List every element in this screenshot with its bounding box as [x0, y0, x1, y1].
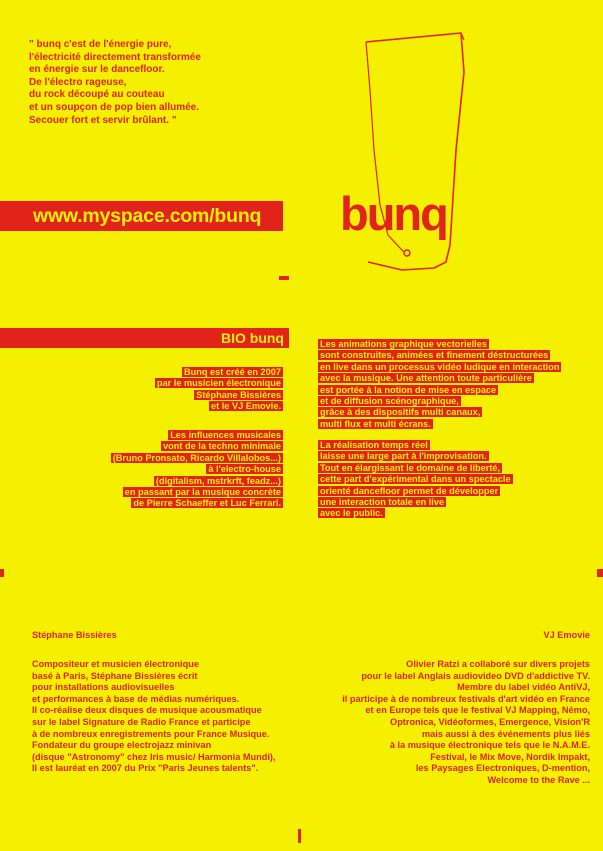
stephane-line: sur le label Signature de Radio France et participe	[32, 716, 251, 727]
vj-line: Welcome to the Rave ...	[487, 774, 590, 785]
stephane-bio	[32, 659, 276, 775]
bunq-logo: bunq	[340, 187, 447, 240]
tick-mark	[298, 829, 301, 843]
bio-title: BIO bunq	[221, 330, 284, 346]
vj-line: il participe à de nombreux festivals d'art vidéo en France	[342, 693, 590, 704]
anim-line: et de diffusion scénographique,	[320, 396, 459, 407]
vj-line: Membre du label vidéo AntiVJ,	[457, 682, 590, 693]
myspace-url-link[interactable]: www.myspace.com/bunq	[33, 205, 262, 227]
stephane-line: Compositeur et musicien électronique	[32, 659, 199, 669]
anim-line: avec la musique. Une attention toute particulière	[320, 373, 532, 384]
anim-line: laisse une large part à l'improvisation.	[320, 451, 487, 462]
anim-line: une interaction totale en live	[320, 497, 445, 508]
anim-line: multi flux et multi écrans.	[320, 418, 431, 429]
vj-line: Festival, le Mix Move, Nordik Impakt,	[430, 751, 590, 762]
bio-line: Stéphane Bissières	[196, 389, 281, 400]
vj-line: et en Europe tels que le festival VJ Mapping, Némo,	[365, 705, 590, 716]
bio-line: vont de la techno minimale	[163, 441, 281, 452]
anim-line: Tout en élargissant le domaine de liberté,	[320, 462, 501, 473]
anim-line: cette part d'expérimental dans un spectacle	[320, 474, 511, 485]
anim-line: avec le public.	[320, 508, 383, 519]
bio-line: de Pierre Schaeffer et Luc Ferrari.	[133, 498, 281, 509]
bio-line: à l'electro-house	[208, 464, 281, 475]
quote-line: et un soupçon de pop bien allumée.	[29, 101, 200, 113]
bio-line: en passant par la musique concrète	[124, 487, 281, 498]
anim-line: Les animations graphique vectorielles	[320, 339, 487, 349]
realtime-block	[318, 440, 513, 520]
intro-quote	[29, 39, 279, 127]
bio-line: par le musicien électronique	[156, 378, 281, 389]
quote-line: De l'électro rageuse,	[29, 76, 127, 88]
stephane-line: Fondateur du groupe electrojazz minivan	[32, 740, 212, 751]
bio-line: et le VJ Emovie.	[211, 401, 281, 412]
stephane-line: (disque "Astronomy" chez Iris music/ Harmonia Mundi),	[32, 751, 276, 762]
stephane-line: Il est lauréat en 2007 du Prix "Paris Jeunes talents".	[32, 763, 259, 774]
quote-line: Secouer fort et servir brûlant. "	[29, 114, 177, 126]
tick-mark	[0, 569, 4, 577]
bio-line: (Bruno Pronsato, Ricardo Villalobos...)	[112, 452, 281, 463]
vj-line: à la musique électronique tels que le N.A.M.E.	[389, 740, 590, 751]
quote-line: du rock découpé au couteau	[29, 89, 165, 101]
anim-line: orienté dancefloor permet de développer	[320, 485, 499, 496]
vj-line: pour le label Anglais audiovideo DVD d'addictive TV.	[361, 670, 590, 681]
anim-line: en live dans un processus vidéo ludique en interaction	[320, 361, 560, 372]
anim-line: sont construites, animées et finement déstructurées	[320, 350, 549, 361]
stephane-line: Il co-réalise deux disques de musique acousmatique	[32, 705, 262, 716]
hand-drawn-frame-illustration	[360, 30, 470, 280]
quote-line: en énergie sur le dancefloor.	[29, 64, 165, 76]
anim-line: La réalisation temps réel	[320, 440, 428, 450]
bio-line: Bunq est créé en 2007	[183, 367, 281, 377]
animations-block	[318, 339, 561, 430]
vj-line: Olivier Ratzi a collaboré sur divers projets	[406, 659, 590, 669]
stephane-title: Stéphane Bissières	[32, 630, 117, 640]
vj-line: les Paysages Electroniques, D-mention,	[415, 763, 590, 774]
vj-line: Optronica, Vidéoformes, Emergence, Vision'R	[390, 716, 590, 727]
stephane-line: basé à Paris, Stéphane Bissières écrit	[32, 670, 198, 681]
bio-influences-block	[111, 430, 283, 510]
bio-intro-block	[155, 367, 283, 413]
stephane-line: à de nombreux enregistrements pour France Musique.	[32, 728, 270, 739]
vj-bio	[342, 659, 590, 787]
bio-line: (digitalism, mstrkrft, feadz...)	[155, 475, 281, 486]
quote-line: " bunq c'est de l'énergie pure,	[29, 39, 172, 50]
quote-line: l'électricité directement transformée	[29, 51, 201, 63]
stephane-line: et performances à base de médias numériques.	[32, 693, 240, 704]
anim-line: grâce à des dispositifs multi canaux,	[320, 407, 481, 418]
anim-line: est portée à la notion de mise en espace	[320, 384, 497, 395]
tick-mark	[279, 276, 289, 280]
vj-line: mais aussi à des événements plus liés	[421, 728, 590, 739]
tick-mark	[597, 569, 603, 577]
bio-line: Les influences musicales	[170, 430, 281, 440]
stephane-line: pour installations audiovisuelles	[32, 682, 175, 693]
vj-title: VJ Emovie	[543, 630, 590, 640]
